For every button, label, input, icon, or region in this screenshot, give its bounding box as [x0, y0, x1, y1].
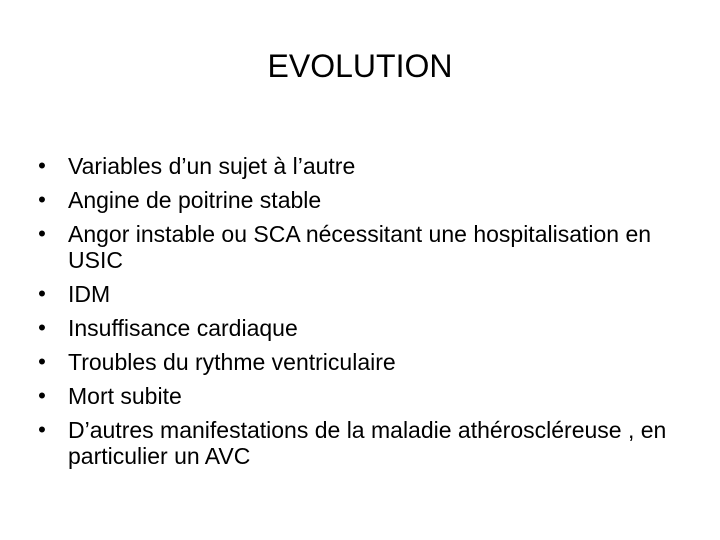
bullet-icon: •	[38, 315, 46, 340]
list-item	[36, 153, 676, 179]
list-item	[36, 349, 676, 375]
list-item-text: Mort subite	[68, 383, 182, 409]
list-item	[36, 315, 676, 341]
list-item-text: Variables d’un sujet à l’autre	[68, 153, 356, 179]
bullet-icon: •	[38, 281, 46, 306]
bullet-icon: •	[38, 187, 46, 212]
bullet-icon: •	[38, 417, 46, 442]
bullet-list	[36, 153, 676, 477]
list-item-text: Angine de poitrine stable	[68, 187, 322, 213]
list-item-text: Angor instable ou SCA nécessitant une hospitalisation en USIC	[68, 221, 652, 273]
bullet-icon: •	[38, 383, 46, 408]
list-item-text: IDM	[68, 281, 111, 307]
slide-title: EVOLUTION	[267, 48, 453, 84]
list-item	[36, 383, 676, 409]
list-item	[36, 417, 676, 469]
list-item-text: Troubles du rythme ventriculaire	[68, 349, 396, 375]
bullet-icon: •	[38, 153, 46, 178]
list-item-text: Insuffisance cardiaque	[68, 315, 298, 341]
bullet-icon: •	[38, 221, 46, 246]
list-item	[36, 221, 676, 273]
bullet-icon: •	[38, 349, 46, 374]
list-item-text: D’autres manifestations de la maladie athéroscléreuse , en particulier un AVC	[68, 417, 667, 469]
list-item	[36, 187, 676, 213]
list-item	[36, 281, 676, 307]
